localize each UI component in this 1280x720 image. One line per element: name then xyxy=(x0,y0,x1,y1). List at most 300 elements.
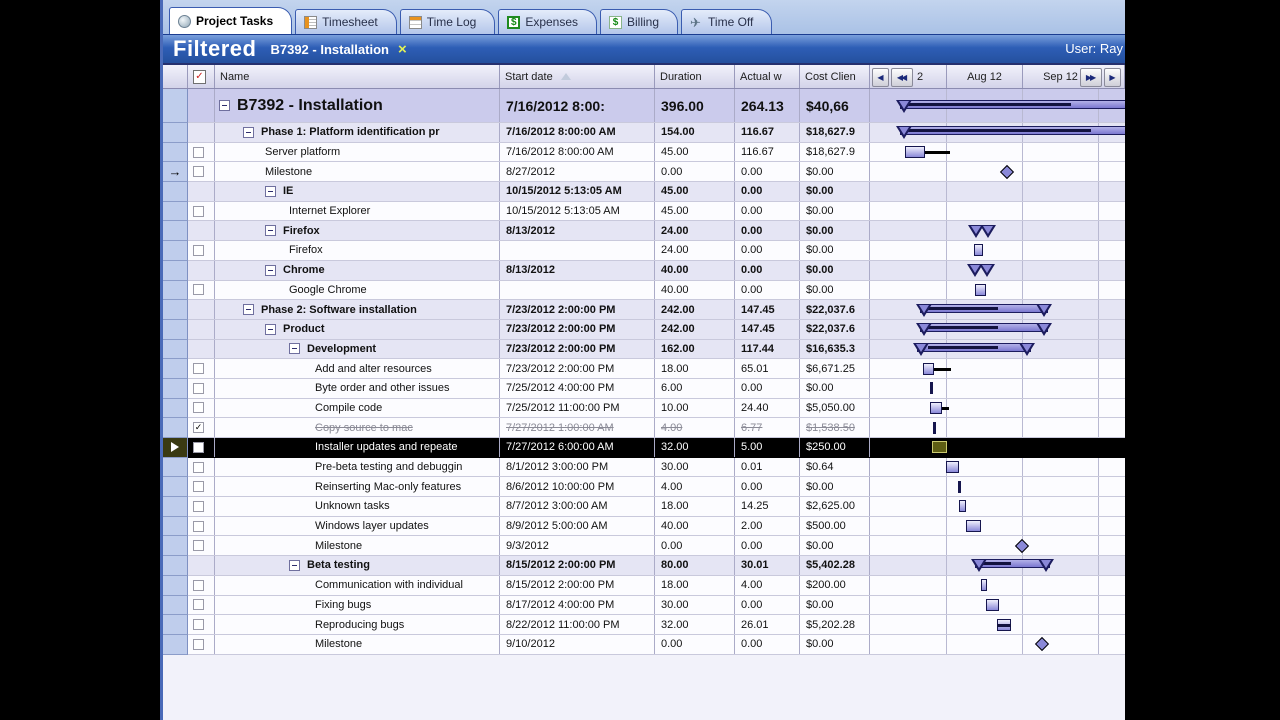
checkbox-cell xyxy=(188,162,215,181)
actual-work-cell xyxy=(735,202,800,221)
checkbox-column-header[interactable] xyxy=(188,65,215,88)
summary-end-marker-icon xyxy=(1036,323,1052,336)
actual-work-cell-value: 117.44 xyxy=(741,342,775,355)
actual-work-cell xyxy=(735,162,800,181)
gantt-overrun-line xyxy=(925,151,950,154)
start-date-cell-value: 9/3/2012 xyxy=(506,539,549,552)
gantt-task-bar[interactable] xyxy=(946,461,959,473)
duration-cell xyxy=(655,340,735,359)
gantt-progress-bar xyxy=(926,326,998,329)
task-name: Internet Explorer xyxy=(289,205,371,218)
gantt-row-canvas xyxy=(870,241,1125,260)
task-grid xyxy=(163,63,1125,655)
task-checkbox[interactable] xyxy=(193,383,204,394)
cost-cell-value: $0.00 xyxy=(806,185,834,198)
actual-work-cell xyxy=(735,340,800,359)
actual-work-cell-value: 147.45 xyxy=(741,303,775,316)
table-row[interactable] xyxy=(163,143,1125,163)
table-row[interactable] xyxy=(163,320,1125,340)
gantt-task-bar[interactable] xyxy=(930,402,942,414)
collapse-toggle-icon[interactable] xyxy=(265,186,276,197)
gantt-selected-task-bar[interactable] xyxy=(932,441,947,453)
duration-cell xyxy=(655,596,735,615)
table-row[interactable] xyxy=(163,576,1125,596)
actual-work-cell xyxy=(735,536,800,555)
actual-work-cell-value: 6.77 xyxy=(741,421,763,434)
row-selector-cell[interactable] xyxy=(163,281,188,301)
cost-cell xyxy=(800,458,870,477)
task-name-cell xyxy=(215,477,500,496)
row-selector-cell[interactable] xyxy=(163,596,188,616)
task-checkbox[interactable] xyxy=(193,619,204,630)
task-checkbox[interactable] xyxy=(193,599,204,610)
actual-work-cell xyxy=(735,123,800,142)
task-checkbox[interactable] xyxy=(193,363,204,374)
table-row[interactable] xyxy=(163,340,1125,360)
table-row[interactable] xyxy=(163,497,1125,517)
gantt-milestone-icon[interactable] xyxy=(1015,539,1029,553)
actual-work-cell-value: 0.00 xyxy=(741,480,763,493)
gantt-cell xyxy=(870,281,1125,300)
start-date-cell xyxy=(500,635,655,654)
tab-label: Expenses xyxy=(525,15,579,29)
cost-cell-value: $5,050.00 xyxy=(806,401,855,414)
table-row[interactable] xyxy=(163,359,1125,379)
start-date-cell xyxy=(500,300,655,319)
task-checkbox[interactable] xyxy=(193,147,204,158)
tab-label: Project Tasks xyxy=(196,14,274,28)
cost-cell-value: $0.00 xyxy=(806,480,834,493)
duration-cell-value: 18.00 xyxy=(661,500,689,513)
duration-cell-value: 30.00 xyxy=(661,598,689,611)
collapse-toggle-icon[interactable] xyxy=(289,343,300,354)
timeline-next-button[interactable]: ▶ xyxy=(1104,68,1121,87)
start-date-cell xyxy=(500,477,655,496)
checkbox-cell xyxy=(188,438,215,457)
start-date-cell-value: 8/7/2012 3:00:00 AM xyxy=(506,500,608,513)
gantt-cell xyxy=(870,221,1125,240)
actual-work-column-header[interactable]: Actual w xyxy=(735,65,800,88)
start-date-cell-value: 7/16/2012 8:00: xyxy=(506,97,605,114)
actual-work-cell-value: 0.00 xyxy=(741,264,763,277)
gantt-milestone-icon[interactable] xyxy=(1035,637,1049,651)
gantt-cell xyxy=(870,497,1125,516)
start-date-cell xyxy=(500,576,655,595)
gantt-row-canvas xyxy=(870,162,1125,181)
start-date-cell xyxy=(500,438,655,457)
task-checkbox[interactable] xyxy=(193,580,204,591)
tab-label: Time Off xyxy=(708,15,754,29)
start-date-cell-value: 8/27/2012 xyxy=(506,165,555,178)
checkbox-cell xyxy=(188,281,215,300)
actual-work-cell xyxy=(735,221,800,240)
row-selector-cell[interactable] xyxy=(163,162,188,182)
gantt-cell xyxy=(870,202,1125,221)
start-date-cell-value: 8/1/2012 3:00:00 PM xyxy=(506,461,609,474)
duration-cell xyxy=(655,320,735,339)
gantt-cell xyxy=(870,340,1125,359)
task-checkbox[interactable] xyxy=(193,206,204,217)
table-row[interactable] xyxy=(163,300,1125,320)
table-row[interactable] xyxy=(163,281,1125,301)
collapse-toggle-icon[interactable] xyxy=(265,225,276,236)
table-row[interactable] xyxy=(163,477,1125,497)
cost-cell-value: $16,635.3 xyxy=(806,342,855,355)
timesheet-grid-icon xyxy=(304,16,317,29)
start-date-cell xyxy=(500,123,655,142)
gantt-row-canvas xyxy=(870,438,1125,457)
checkbox-cell xyxy=(188,596,215,615)
duration-cell-value: 0.00 xyxy=(661,539,683,552)
actual-work-cell-value: 0.00 xyxy=(741,224,763,237)
gantt-progress-bar xyxy=(928,346,998,349)
task-name: Firefox xyxy=(289,244,323,257)
gantt-row-canvas xyxy=(870,96,1125,116)
row-selector-cell[interactable] xyxy=(163,576,188,596)
task-name: Product xyxy=(283,323,325,336)
gantt-row-canvas xyxy=(870,320,1125,339)
gantt-task-tick[interactable] xyxy=(958,481,961,493)
task-checkbox[interactable] xyxy=(193,442,204,453)
collapse-toggle-icon[interactable] xyxy=(243,304,254,315)
row-selector-cell[interactable] xyxy=(163,300,188,320)
task-name-cell xyxy=(215,418,500,437)
actual-work-cell xyxy=(735,596,800,615)
duration-cell xyxy=(655,517,735,536)
row-selector-cell[interactable] xyxy=(163,202,188,222)
duration-cell-value: 18.00 xyxy=(661,362,689,375)
gantt-row-canvas xyxy=(870,221,1125,240)
row-selector-cell[interactable] xyxy=(163,182,188,202)
gantt-task-bar[interactable] xyxy=(959,500,966,512)
gantt-row-canvas xyxy=(870,596,1125,615)
cost-cell-value: $5,202.28 xyxy=(806,618,855,631)
task-name-cell xyxy=(215,379,500,398)
gantt-row-canvas xyxy=(870,458,1125,477)
table-row[interactable] xyxy=(163,89,1125,123)
gantt-row-canvas xyxy=(870,576,1125,595)
gantt-summary-bar[interactable] xyxy=(920,323,1048,332)
actual-work-cell xyxy=(735,517,800,536)
cost-cell-value: $0.00 xyxy=(806,165,834,178)
actual-work-cell xyxy=(735,497,800,516)
start-date-cell-value: 7/23/2012 2:00:00 PM xyxy=(506,323,616,336)
collapse-toggle-icon[interactable] xyxy=(265,265,276,276)
row-selector-cell[interactable] xyxy=(163,89,188,123)
row-selector-cell[interactable] xyxy=(163,143,188,163)
collapse-toggle-icon[interactable] xyxy=(219,100,230,111)
checkbox-cell xyxy=(188,340,215,359)
actual-work-cell xyxy=(735,556,800,575)
table-row[interactable] xyxy=(163,596,1125,616)
summary-start-marker-icon xyxy=(916,323,932,336)
task-checkbox[interactable] xyxy=(193,501,204,512)
duration-cell-value: 0.00 xyxy=(661,165,683,178)
table-row[interactable] xyxy=(163,123,1125,143)
gantt-progress-band xyxy=(997,624,1011,627)
duration-cell xyxy=(655,399,735,418)
filter-close-icon[interactable]: × xyxy=(397,40,407,58)
duration-cell xyxy=(655,576,735,595)
gantt-row-canvas xyxy=(870,182,1125,201)
actual-work-cell-value: 0.00 xyxy=(741,165,763,178)
actual-work-cell-value: 0.00 xyxy=(741,598,763,611)
gantt-cell xyxy=(870,359,1125,378)
row-selector-cell[interactable] xyxy=(163,615,188,635)
dollar-icon: $ xyxy=(507,16,520,29)
start-date-cell xyxy=(500,241,655,260)
collapse-toggle-icon[interactable] xyxy=(265,324,276,335)
cost-cell xyxy=(800,202,870,221)
duration-column-header[interactable]: Duration xyxy=(655,65,735,88)
gantt-row-canvas xyxy=(870,615,1125,634)
gantt-task-bar[interactable] xyxy=(966,520,981,532)
gantt-cell xyxy=(870,399,1125,418)
task-name: Milestone xyxy=(315,539,363,552)
task-name: Beta testing xyxy=(307,559,370,572)
checkbox-cell xyxy=(188,399,215,418)
cost-cell-value: $0.00 xyxy=(806,382,834,395)
tab-timesheet[interactable] xyxy=(295,9,397,34)
cost-cell-value: $0.00 xyxy=(806,205,834,218)
cost-cell-value: $0.00 xyxy=(806,638,834,651)
start-date-cell xyxy=(500,261,655,280)
summary-start-marker-icon xyxy=(971,559,987,572)
gantt-summary-bar[interactable] xyxy=(917,343,1031,352)
task-checkbox[interactable] xyxy=(193,402,204,413)
task-name: Windows layer updates xyxy=(315,520,429,533)
start-date-cell-value: 8/15/2012 2:00:00 PM xyxy=(506,579,615,592)
task-checkbox[interactable] xyxy=(193,639,204,650)
row-selector-cell[interactable] xyxy=(163,123,188,143)
start-date-cell-value: 8/9/2012 5:00:00 AM xyxy=(506,520,608,533)
cost-cell xyxy=(800,556,870,575)
task-checkbox[interactable] xyxy=(193,245,204,256)
task-checkbox[interactable] xyxy=(193,540,204,551)
task-name-cell xyxy=(215,281,500,300)
task-checkbox[interactable] xyxy=(193,166,204,177)
gantt-summary-bar[interactable] xyxy=(920,304,1048,313)
gantt-cell xyxy=(870,379,1125,398)
table-row[interactable] xyxy=(163,536,1125,556)
tab-label: Time Log xyxy=(426,15,477,29)
gantt-task-bar[interactable] xyxy=(905,146,925,158)
tab-time-off[interactable] xyxy=(681,9,772,34)
gantt-cell xyxy=(870,438,1125,457)
gantt-task-bar[interactable] xyxy=(986,599,999,611)
gantt-summary-bar[interactable] xyxy=(900,126,1125,135)
duration-cell-value: 40.00 xyxy=(661,520,689,533)
summary-start-marker-icon xyxy=(896,126,912,139)
task-checkbox[interactable] xyxy=(193,284,204,295)
gantt-cell xyxy=(870,458,1125,477)
row-selector-cell[interactable] xyxy=(163,497,188,517)
duration-cell-value: 80.00 xyxy=(661,559,689,572)
collapse-toggle-icon[interactable] xyxy=(289,560,300,571)
actual-work-cell xyxy=(735,89,800,122)
cost-cell-value: $5,402.28 xyxy=(806,559,855,572)
task-name: Compile code xyxy=(315,401,383,414)
gantt-row-canvas xyxy=(870,517,1125,536)
row-selector-cell[interactable] xyxy=(163,418,188,438)
filter-title: Filtered xyxy=(173,36,257,61)
row-selector-cell[interactable] xyxy=(163,379,188,399)
actual-work-cell xyxy=(735,458,800,477)
gantt-row-canvas xyxy=(870,477,1125,496)
duration-cell-value: 24.00 xyxy=(661,244,689,257)
cost-cell-value: $0.00 xyxy=(806,244,834,257)
sort-ascending-icon xyxy=(561,73,571,80)
summary-end-marker-icon xyxy=(1019,343,1035,356)
row-selector-cell[interactable] xyxy=(163,477,188,497)
summary-end-marker-icon xyxy=(979,264,995,277)
tab-expenses[interactable] xyxy=(498,9,597,34)
duration-cell xyxy=(655,143,735,162)
gantt-milestone-icon[interactable] xyxy=(1000,165,1014,179)
gantt-row-canvas xyxy=(870,359,1125,378)
duration-cell-value: 4.00 xyxy=(661,421,683,434)
row-selector-cell[interactable] xyxy=(163,399,188,419)
checkbox-cell xyxy=(188,556,215,575)
cost-cell xyxy=(800,596,870,615)
gantt-cell xyxy=(870,536,1125,555)
gantt-task-bar[interactable] xyxy=(997,619,1011,631)
gantt-cell xyxy=(870,162,1125,181)
tab-billing[interactable] xyxy=(600,9,678,34)
gantt-row-canvas xyxy=(870,379,1125,398)
timeline-partial-month: 2 xyxy=(917,70,924,83)
task-checkbox[interactable] xyxy=(193,521,204,532)
task-checkbox[interactable]: ✓ xyxy=(194,422,203,433)
gantt-task-bar[interactable] xyxy=(975,284,986,296)
row-selector-cell[interactable] xyxy=(163,438,188,458)
start-date-column-header[interactable]: Start date xyxy=(500,65,655,88)
start-date-cell xyxy=(500,399,655,418)
cost-cell-value: $0.00 xyxy=(806,598,834,611)
table-row[interactable] xyxy=(163,635,1125,655)
cost-cell-value: $22,037.6 xyxy=(806,303,855,316)
task-name: Phase 2: Software installation xyxy=(261,303,417,316)
row-selector-cell[interactable] xyxy=(163,556,188,576)
gantt-task-bar[interactable] xyxy=(981,579,987,591)
table-row[interactable] xyxy=(163,379,1125,399)
gantt-row-canvas xyxy=(870,399,1125,418)
timeline-fast-prev-button[interactable]: ◀◀ xyxy=(891,68,913,87)
table-row[interactable] xyxy=(163,517,1125,537)
cost-cell-value: $40,66 xyxy=(806,97,849,114)
table-row[interactable] xyxy=(163,162,1125,182)
table-row[interactable] xyxy=(163,399,1125,419)
timeline-prev-button[interactable]: ◀ xyxy=(872,68,889,87)
cost-cell-value: $1,538.50 xyxy=(806,421,855,434)
row-selector-cell[interactable] xyxy=(163,221,188,241)
table-row[interactable] xyxy=(163,182,1125,202)
actual-work-cell-value: 0.00 xyxy=(741,539,763,552)
gantt-row-canvas xyxy=(870,281,1125,300)
tab-label: Billing xyxy=(627,15,660,29)
start-date-cell-value: 8/15/2012 2:00:00 PM xyxy=(506,559,616,572)
table-row[interactable] xyxy=(163,615,1125,635)
row-selector-cell[interactable] xyxy=(163,359,188,379)
tab-time-log[interactable] xyxy=(400,9,496,34)
cost-cell xyxy=(800,89,870,122)
collapse-toggle-icon[interactable] xyxy=(243,127,254,138)
row-selector-cell[interactable] xyxy=(163,517,188,537)
table-row[interactable] xyxy=(163,202,1125,222)
row-selector-cell[interactable] xyxy=(163,536,188,556)
gantt-row-canvas xyxy=(870,261,1125,280)
cost-client-column-header[interactable]: Cost Clien xyxy=(800,65,870,88)
duration-cell-value: 30.00 xyxy=(661,461,689,474)
row-selector-cell[interactable] xyxy=(163,320,188,340)
start-date-cell xyxy=(500,359,655,378)
row-selector-cell[interactable] xyxy=(163,241,188,261)
checkbox-cell xyxy=(188,89,215,122)
table-row[interactable] xyxy=(163,261,1125,281)
gantt-summary-bar[interactable] xyxy=(900,100,1125,109)
tab-project-tasks[interactable] xyxy=(169,7,292,34)
start-date-cell xyxy=(500,340,655,359)
table-row[interactable] xyxy=(163,556,1125,576)
row-selector-cell[interactable] xyxy=(163,261,188,281)
cost-cell xyxy=(800,221,870,240)
start-date-cell xyxy=(500,202,655,221)
start-date-cell-value: 7/23/2012 2:00:00 PM xyxy=(506,342,616,355)
start-date-cell-value: 7/27/2012 6:00:00 AM xyxy=(506,441,614,454)
gantt-row-canvas xyxy=(870,202,1125,221)
timeline-fast-next-button[interactable]: ▶▶ xyxy=(1080,68,1102,87)
actual-work-cell-value: 264.13 xyxy=(741,97,784,114)
gantt-overrun-line xyxy=(934,368,951,371)
gantt-task-bar[interactable] xyxy=(923,363,934,375)
start-date-cell-value: 8/17/2012 4:00:00 PM xyxy=(506,598,615,611)
table-row[interactable] xyxy=(163,241,1125,261)
name-column-header[interactable]: Name xyxy=(215,65,500,88)
start-date-cell-value: 7/16/2012 8:00:00 AM xyxy=(506,146,614,159)
duration-cell xyxy=(655,359,735,378)
row-selector-cell[interactable] xyxy=(163,340,188,360)
task-name-cell xyxy=(215,300,500,319)
cost-cell xyxy=(800,399,870,418)
cost-cell-value: $2,625.00 xyxy=(806,500,855,513)
duration-cell xyxy=(655,635,735,654)
duration-cell-value: 32.00 xyxy=(661,618,689,631)
duration-cell-value: 45.00 xyxy=(661,185,689,198)
cost-cell-value: $0.00 xyxy=(806,264,834,277)
table-row[interactable] xyxy=(163,418,1125,438)
gantt-task-bar[interactable] xyxy=(974,244,983,256)
tab-label: Timesheet xyxy=(322,15,378,29)
gantt-task-tick[interactable] xyxy=(933,422,936,434)
row-selector-header xyxy=(163,65,188,88)
row-selector-cell[interactable] xyxy=(163,458,188,478)
row-selector-cell[interactable] xyxy=(163,635,188,655)
task-checkbox[interactable] xyxy=(193,462,204,473)
cost-cell-value: $250.00 xyxy=(806,441,846,454)
gantt-task-tick[interactable] xyxy=(930,382,933,394)
table-row[interactable] xyxy=(163,458,1125,478)
actual-work-cell xyxy=(735,438,800,457)
table-row[interactable] xyxy=(163,221,1125,241)
task-name: Server platform xyxy=(265,146,341,159)
task-name-cell xyxy=(215,438,500,457)
checkbox-cell xyxy=(188,418,215,437)
start-date-cell xyxy=(500,556,655,575)
task-checkbox[interactable] xyxy=(193,481,204,492)
table-row[interactable] xyxy=(163,438,1125,458)
duration-cell xyxy=(655,221,735,240)
duration-cell-value: 45.00 xyxy=(661,146,689,159)
